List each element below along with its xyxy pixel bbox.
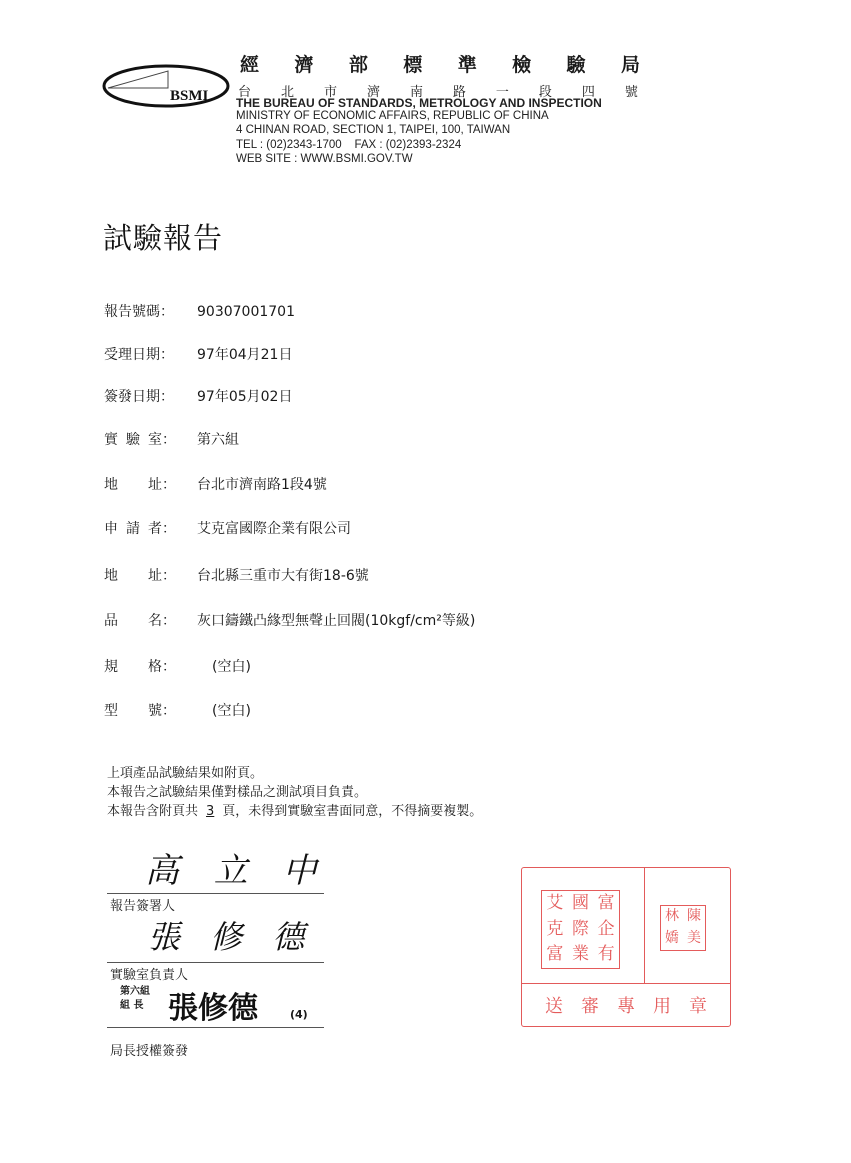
char: 品	[104, 613, 118, 629]
char: 路	[452, 85, 466, 100]
agency-name-cn	[240, 50, 640, 77]
stamp-label	[522, 986, 730, 1024]
char: 請	[126, 521, 140, 537]
signature-line	[107, 1027, 324, 1028]
field-applicant	[104, 518, 351, 538]
review-stamp	[521, 867, 731, 1027]
seal-char: 克	[546, 918, 564, 939]
field-value: (空白)	[212, 703, 251, 719]
svg-text:BSMI: BSMI	[170, 88, 209, 104]
signature-lab-head: 張 修 德	[148, 918, 315, 956]
note-line: 上項產品試驗結果如附頁。	[107, 766, 264, 781]
field-label	[104, 700, 176, 720]
char: 一	[495, 85, 509, 100]
caption-director-authorized: 局長授權簽發	[110, 1044, 189, 1059]
char: 濟	[366, 85, 380, 100]
seal-char: 美	[687, 930, 701, 946]
agency-name-en: THE BUREAU OF STANDARDS, METROLOGY AND INSPECTION	[236, 96, 602, 110]
field-issue-date	[104, 386, 292, 406]
field-value: 艾克富國際企業有限公司	[197, 521, 351, 537]
stamp-group-title	[120, 985, 150, 1013]
label-char: 章	[689, 996, 707, 1017]
field-product-name	[104, 610, 475, 630]
field-value: (空白)	[212, 659, 251, 675]
field-label: 簽發日期：	[104, 389, 174, 405]
field-value: 90307001701	[197, 304, 295, 320]
company-seal	[541, 890, 620, 969]
stamp-role: 組 長	[120, 1000, 144, 1011]
note-line: 本報告之試驗結果僅對樣品之測試項目負責。	[107, 785, 368, 800]
seal-char: 富	[597, 893, 615, 913]
field-value: 灰口鑄鐵凸緣型無聲止回閥(10kgf/cm²等級)	[197, 613, 476, 629]
char: 市	[323, 85, 337, 100]
char: 格：	[148, 659, 176, 675]
char: 標	[403, 54, 423, 76]
seal-char: 富	[546, 944, 564, 965]
char: 經	[240, 54, 260, 76]
signature-line	[107, 893, 324, 894]
field-label	[104, 429, 176, 449]
note-line	[107, 802, 482, 821]
signature-director-stamp: 張修德	[168, 991, 258, 1026]
char: 申	[104, 521, 118, 537]
seal-char: 企	[597, 918, 615, 939]
caption-lab-head: 實驗室負責人	[110, 968, 189, 983]
note-text: 頁，未得到實驗室書面同意，不得摘要複製。	[222, 804, 483, 819]
field-label	[104, 610, 176, 630]
field-value: 97年05月02日	[197, 389, 293, 405]
stamp-divider	[644, 868, 645, 983]
label-char: 審	[581, 996, 599, 1017]
field-lab-address	[104, 474, 327, 494]
char: 號	[624, 85, 638, 100]
seal-char: 國	[571, 893, 589, 913]
char: 部	[348, 54, 368, 76]
field-label	[104, 518, 176, 538]
field-laboratory	[104, 429, 239, 449]
char: 南	[409, 85, 423, 100]
field-report-number	[104, 301, 295, 321]
char: 名：	[148, 613, 176, 629]
char: 段	[538, 85, 552, 100]
char: 地	[104, 477, 118, 493]
label-char: 送	[545, 996, 563, 1017]
char: 準	[457, 54, 477, 76]
stamp-group: 第六組	[120, 986, 150, 997]
char: 驗	[566, 54, 586, 76]
field-value: 97年04月21日	[197, 347, 293, 363]
page-count: 3	[206, 804, 215, 819]
label-char: 用	[653, 996, 671, 1017]
bsmi-logo	[98, 58, 238, 118]
field-label: 受理日期：	[104, 347, 174, 363]
char: 址：	[148, 568, 176, 584]
char: 實	[104, 432, 118, 448]
field-specification	[104, 656, 251, 676]
address-en: 4 CHINAN ROAD, SECTION 1, TAIPEI, 100, TAIWAN	[236, 124, 511, 136]
char: 北	[280, 85, 294, 100]
website: WEB SITE : WWW.BSMI.GOV.TW	[236, 153, 413, 165]
field-value: 台北縣三重市大有街18-6號	[197, 568, 369, 584]
caption-report-signer: 報告簽署人	[110, 899, 176, 914]
seal-char: 有	[597, 944, 615, 965]
field-label: 報告號碼：	[104, 304, 174, 320]
personal-seal	[660, 905, 706, 951]
char: 型	[104, 703, 118, 719]
field-model	[104, 700, 251, 720]
seal-char: 業	[571, 944, 589, 965]
field-received-date	[104, 344, 292, 364]
note-text: 本報告含附頁共	[107, 804, 199, 819]
seal-char: 艾	[546, 893, 564, 913]
char: 驗	[126, 432, 140, 448]
field-value: 台北市濟南路1段4號	[197, 477, 327, 493]
char: 規	[104, 659, 118, 675]
label-char: 專	[617, 996, 635, 1017]
ministry-en: MINISTRY OF ECONOMIC AFFAIRS, REPUBLIC OF CHINA	[236, 110, 549, 122]
contact-info: TEL : (02)2343-1700 FAX : (02)2393-2324	[236, 139, 462, 151]
signature-report-signer: 高 立 中	[145, 851, 329, 891]
seal-char: 際	[571, 918, 589, 939]
char: 台	[238, 85, 252, 100]
char: 號：	[148, 703, 176, 719]
seal-char: 陳	[687, 908, 701, 924]
report-notes	[107, 764, 482, 821]
field-applicant-address	[104, 565, 369, 585]
char: 檢	[512, 54, 532, 76]
stamp-divider	[522, 983, 730, 984]
char: 局	[620, 54, 640, 76]
char: 者：	[148, 521, 176, 537]
field-value: 第六組	[197, 432, 239, 448]
char: 室：	[148, 432, 176, 448]
seal-char: 嬌	[665, 930, 679, 946]
seal-char: 林	[665, 908, 679, 924]
field-label	[104, 656, 176, 676]
stamp-suffix: (4)	[290, 1008, 308, 1021]
field-label	[104, 565, 176, 585]
field-label	[104, 474, 176, 494]
char: 濟	[294, 54, 314, 76]
char: 地	[104, 568, 118, 584]
char: 四	[581, 85, 595, 100]
document-title: 試驗報告	[103, 221, 224, 255]
char: 址：	[148, 477, 176, 493]
signature-line	[107, 962, 324, 963]
